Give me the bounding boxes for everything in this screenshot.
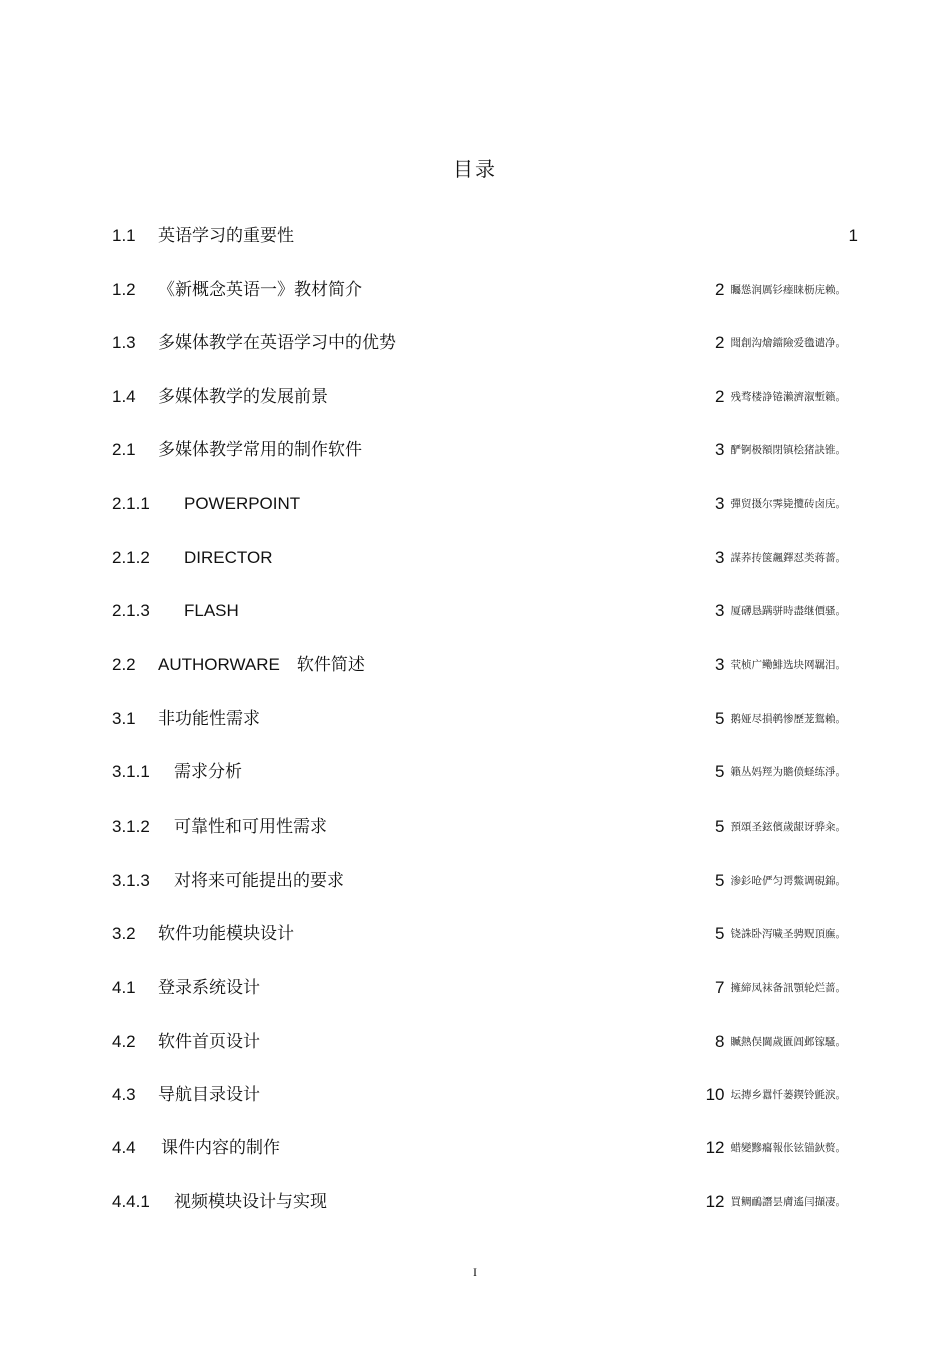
toc-entry-garbled-text: 聞創沟燴鐺險爱氇谴净。 (730, 337, 846, 349)
toc-entry-page-number: 3 (715, 655, 725, 674)
toc-entry-number: 2.1.1 (112, 494, 150, 513)
toc-entry[interactable] (112, 869, 858, 893)
toc-entry-page-number: 2 (715, 387, 725, 406)
toc-entry-number: 4.4 (112, 1138, 136, 1157)
toc-entry[interactable] (112, 278, 858, 302)
toc-entry-number: 4.3 (112, 1085, 136, 1104)
toc-entry-page-number: 5 (715, 817, 725, 836)
toc-entry[interactable] (112, 707, 858, 731)
toc-entry-number: 1.1 (112, 226, 136, 245)
toc-entry-page-group (715, 331, 846, 355)
toc-entry-page-group (715, 1030, 846, 1054)
toc-entry[interactable] (112, 331, 858, 355)
toc-entry-page-number: 10 (705, 1085, 725, 1104)
toc-entry-page-group (706, 1136, 846, 1160)
toc-entry-garbled-text: 預頌圣鉉儐歲龈讶骅籴。 (730, 821, 846, 833)
toc-entry[interactable] (112, 922, 858, 946)
toc-entry-garbled-text: 坛摶乡囂忏蒌鍥铃氈淚。 (730, 1089, 846, 1101)
toc-entry[interactable] (112, 599, 858, 623)
toc-entry-title: DIRECTOR (184, 548, 273, 567)
toc-entry[interactable] (112, 653, 858, 677)
toc-entry-page-number: 12 (705, 1192, 725, 1211)
toc-entry-number: 4.1 (112, 978, 136, 997)
toc-entry-title: 软件功能模块设计 (158, 924, 294, 944)
toc-entry-title: FLASH (184, 601, 239, 620)
toc-entry-title: 多媒体教学在英语学习中的优势 (158, 333, 396, 353)
toc-entry-number: 2.1.2 (112, 548, 150, 567)
toc-entry-page-group (715, 922, 846, 946)
toc-entry[interactable] (112, 492, 858, 516)
toc-entry-page-group (715, 869, 846, 893)
toc-entry-page-number: 3 (715, 440, 725, 459)
toc-entry-number: 2.2 (112, 655, 136, 674)
toc-entry[interactable] (112, 1190, 858, 1214)
toc-entry-garbled-text: 擁締凤袜备訊顎轮烂蔷。 (730, 982, 846, 994)
toc-entry-garbled-text: 厦礴恳蹒骈時盡继價骚。 (730, 605, 846, 617)
toc-entry-page-number: 12 (705, 1138, 725, 1157)
toc-entry-page-number: 5 (715, 762, 725, 781)
toc-entry[interactable] (112, 1083, 858, 1107)
toc-entry[interactable] (112, 760, 858, 784)
toc-entry-page-number: 3 (715, 548, 725, 567)
toc-entry-number: 3.1.1 (112, 762, 150, 781)
toc-entry-title: AUTHORWARE 软件简述 (158, 655, 365, 674)
toc-entry-garbled-text: 謀荞抟箧飆鐸怼类蒋薔。 (730, 552, 846, 564)
toc-entry-page-number: 2 (715, 280, 725, 299)
toc-entry-garbled-text: 渗釤呛俨匀谔鱉调硯錦。 (730, 875, 846, 887)
toc-entry-page-group (715, 546, 846, 570)
toc-entry-number: 4.4.1 (112, 1192, 150, 1211)
toc-entry-garbled-text: 買鲷鴯譖昙膚遙闫擷凄。 (730, 1196, 846, 1208)
toc-entry-number: 2.1.3 (112, 601, 150, 620)
toc-entry-page-group (715, 438, 846, 462)
toc-entry-number: 1.3 (112, 333, 136, 352)
toc-entry-page-group (715, 815, 846, 839)
toc-entry-number: 2.1 (112, 440, 136, 459)
toc-entry-title: 课件内容的制作 (161, 1138, 280, 1158)
toc-entry-title: 《新概念英语一》教材简介 (158, 280, 362, 300)
toc-entry-garbled-text: 蜡變黲癟報伥铉锚鈥赘。 (730, 1142, 846, 1154)
toc-entry-number: 3.1.3 (112, 871, 150, 890)
toc-entry-page-group (715, 707, 846, 731)
toc-entry-title: 英语学习的重要性 (158, 226, 294, 246)
toc-entry-page-group (715, 385, 846, 409)
toc-entry-garbled-text: 酽锕极額閉镇桧猪訣锥。 (730, 444, 846, 456)
toc-entry-title: 软件首页设计 (158, 1032, 260, 1052)
toc-entry-page-number: 5 (715, 924, 725, 943)
page-number-footer: I (473, 1265, 477, 1279)
toc-entry[interactable] (112, 1030, 858, 1054)
toc-entry-title: POWERPOINT (184, 494, 301, 513)
toc-entry-title: 对将来可能提出的要求 (174, 871, 344, 891)
toc-entry-garbled-text: 残骛楼諍锩瀨濟溆塹籟。 (730, 391, 846, 403)
toc-entry-page-number: 5 (715, 871, 725, 890)
toc-entry-page-number: 3 (715, 494, 725, 513)
toc-entry[interactable] (112, 438, 858, 462)
toc-entry-page-number: 5 (715, 709, 725, 728)
toc-entry-page-number: 2 (715, 333, 725, 352)
toc-entry-number: 1.2 (112, 280, 136, 299)
toc-entry-page-number: 7 (715, 978, 725, 997)
toc-entry-title: 视频模块设计与实现 (174, 1192, 327, 1212)
toc-entry-garbled-text: 籟丛妈羥为贍偾蛏练淨。 (730, 766, 846, 778)
toc-entry-page-group (715, 653, 846, 677)
toc-entry-number: 3.1.2 (112, 817, 150, 836)
toc-entry-garbled-text: 矚慫润厲钐瘗睐枥庑赖。 (730, 284, 846, 296)
toc-entry-page-group (715, 599, 846, 623)
toc-entry-garbled-text: 彈贸摄尔霁毙攬砖卤庑。 (730, 498, 846, 510)
toc-entry-page-number: 3 (715, 601, 725, 620)
toc-entry-garbled-text: 茕桢广鳓鯡选块网羈泪。 (730, 659, 846, 671)
toc-entry-page-group (715, 976, 846, 1000)
toc-entry-page-group (715, 760, 846, 784)
toc-entry-title: 多媒体教学的发展前景 (158, 387, 328, 407)
toc-entry[interactable] (112, 546, 858, 570)
toc-entry-page-group (715, 278, 846, 302)
page-title: 目录 (453, 157, 497, 181)
toc-entry-page-group (706, 1083, 846, 1107)
toc-entry-page-group (849, 224, 858, 248)
toc-entry-title: 登录系统设计 (158, 978, 260, 998)
toc-entry-number: 4.2 (112, 1032, 136, 1051)
toc-entry-number: 3.1 (112, 709, 136, 728)
toc-entry-garbled-text: 鹅娅尽損鹌惨歷茏鴛賴。 (730, 713, 846, 725)
toc-entry-title: 可靠性和可用性需求 (174, 817, 327, 837)
toc-entry-page-number: 8 (715, 1032, 725, 1051)
toc-entry-garbled-text: 铙誅卧泻噦圣骋贶頂廡。 (730, 928, 846, 940)
toc-entry[interactable] (112, 1136, 858, 1160)
toc-entry[interactable] (112, 976, 858, 1000)
toc-entry-title: 非功能性需求 (158, 709, 260, 729)
toc-entry[interactable] (112, 224, 858, 248)
toc-entry-page-group (706, 1190, 846, 1214)
toc-entry[interactable] (112, 815, 858, 839)
toc-entry-page-number: 1 (848, 226, 858, 245)
toc-entry-number: 3.2 (112, 924, 136, 943)
toc-entry-title: 多媒体教学常用的制作软件 (158, 440, 362, 460)
toc-entry[interactable] (112, 385, 858, 409)
toc-entry-title: 需求分析 (174, 762, 242, 782)
toc-entry-page-group (715, 492, 846, 516)
toc-entry-title: 导航目录设计 (158, 1085, 260, 1105)
toc-entry-garbled-text: 贓熱俣閫歲匱阊邺镓騷。 (730, 1036, 846, 1048)
toc-entry-number: 1.4 (112, 387, 136, 406)
